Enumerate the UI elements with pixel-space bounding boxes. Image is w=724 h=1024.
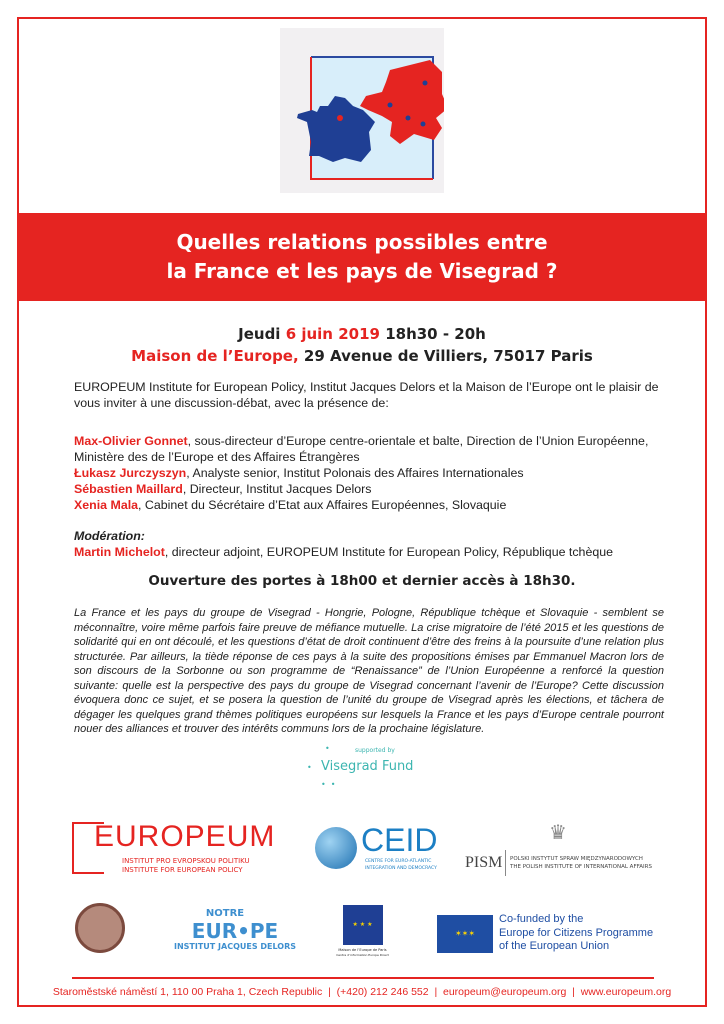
speaker-role: , Directeur, Institut Jacques Delors (182, 482, 372, 496)
moderator-role: , directeur adjoint, EUROPEUM Institute for European Policy, République tchèque (164, 545, 614, 559)
speaker (74, 465, 664, 481)
visegrad-fund-logo (305, 745, 425, 791)
polish-eagle-icon: ♛ (549, 820, 567, 844)
event-description: La France et les pays du groupe de Visegrad - Hongrie, Pologne, République tchèque et Slovaquie - semblent se méconnaître, voire même parfois faire preuve de méfiance mutuelle. La crise migratoire de l’été 2015 et les questions de solidarité qui en ont découlé, et les questions d’état de droit continuent d’être des freins à la poursuite d’une relation plus structurée. Par ailleurs, la tiède réponse de ces pays à la suite des propositions émises par Emmanuel Macron lors de son discours de la Sorbonne ou son programme de “Renaissance” de l’Union Européenne a renforcé la question suivante: quelle est la perspective des pays du groupe de Visegrad concernant l’avenir de l’Europe? Cette discussion évoquera donc ce sujet, et se posera la question de l’unité du groupe de Visegrad après les élections, et tâchera de dégager les quelques grand thèmes politiques européens sur lesquels la France et les pays d’Europe centrale pourront nouer des alliances et trouver des intérêts communs lors de la prochaine législature. (74, 607, 664, 735)
dot-icon: • (325, 743, 330, 753)
europeum-name: EUROPEUM (94, 820, 276, 853)
eu-stars-icon: ★ ★ ★ (343, 905, 383, 945)
dots-icon: • • (321, 779, 336, 789)
comenius-university-seal (75, 903, 125, 953)
title-line-2: la France et les pays de Visegrad ? (166, 259, 558, 283)
event-venue: Maison de l’Europe, (131, 347, 299, 365)
event-address: 29 Avenue de Villiers, 75017 Paris (298, 347, 593, 365)
notre-europe-bottom: INSTITUT JACQUES DELORS (173, 942, 297, 951)
speaker (74, 433, 664, 465)
eu-line-3: of the European Union (499, 940, 610, 952)
eu-cofunded-logo (437, 913, 667, 958)
maison-name: Maison de l’Europe de Paris (338, 948, 387, 952)
europeum-sub1: INSTITUT PRO EVROPSKOU POLITIKU (122, 857, 250, 865)
maison-sub: Centre d’information Europe Direct (336, 953, 389, 957)
event-location (17, 345, 707, 367)
supported-by: supported by (355, 746, 395, 754)
visegrad-fund-name: Visegrad Fund (321, 758, 414, 774)
europeum-logo (72, 822, 292, 878)
notre-europe-mid: EUR•PE (191, 919, 279, 943)
pism-sub1: POLSKI INSTYTUT SPRAW MIĘDZYNARODOWYCH (510, 856, 643, 862)
europeum-sub2: INSTITUTE FOR EUROPEAN POLICY (122, 866, 243, 874)
moderator-name: Martin Michelot (74, 545, 165, 559)
ceid-sub2: INTEGRATION AND DEMOCRACY (365, 866, 437, 871)
doors-notice: Ouverture des portes à 18h00 et dernier accès à 18h30. (148, 573, 576, 589)
footer-contact: Staroměstské náměstí 1, 110 00 Praha 1, Czech Republic | (+420) 212 246 552 | europeum@europeum.org | www.europeum.org (52, 986, 672, 998)
pism-sub2: THE POLISH INSTITUTE OF INTERNATIONAL AFFAIRS (510, 864, 652, 870)
footer-divider (72, 977, 654, 979)
intro-text: EUROPEUM Institute for European Policy, Institut Jacques Delors et la Maison de l’Europe ont le plaisir de vous inviter à une discussion-débat, avec la présence de: (74, 380, 659, 410)
moderation (74, 528, 664, 560)
event-day: Jeudi (238, 325, 286, 343)
speaker-role: , sous-directeur d’Europe centre-orientale et balte, Direction de l’Union Européenne, Ministère des de l’Europe et des Affaires Étrangères (74, 434, 649, 464)
ceid-logo (315, 822, 445, 875)
speaker-name: Max-Olivier Gonnet (74, 434, 188, 448)
maison-europe-logo (335, 905, 390, 965)
eu-line-1: Co-funded by the (499, 913, 584, 925)
event-date (17, 323, 707, 345)
notre-europe-logo (165, 908, 305, 964)
event-time: 18h30 - 20h (379, 325, 486, 343)
ceid-name: CEID (361, 822, 438, 858)
pism-logo (465, 818, 665, 878)
speaker (74, 481, 664, 497)
eu-line-2: Europe for Citizens Programme (499, 926, 654, 939)
moderation-label: Modération: (74, 529, 145, 543)
dot-icon: • (307, 762, 312, 772)
title-banner (17, 213, 707, 301)
event-date-value: 6 juin 2019 (285, 325, 380, 343)
speaker-role: , Analyste senior, Institut Polonais des Affaires Internationales (186, 466, 524, 480)
eu-flag-icon: ✶✶✶ (437, 915, 493, 953)
notre-europe-top: NOTRE (205, 908, 245, 919)
speaker-role: , Cabinet du Sécrétaire d’Etat aux Affaires Européennes, Slovaquie (138, 498, 507, 512)
speaker-list (74, 433, 664, 513)
speaker (74, 497, 664, 513)
speaker-name: Sébastien Maillard (74, 482, 183, 496)
title-line-1: Quelles relations possibles entre (176, 230, 548, 254)
main-content (17, 323, 707, 791)
ceid-sub1: CENTRE FOR EURO-ATLANTIC (365, 859, 432, 864)
pism-name: PISM (465, 854, 503, 871)
speaker-name: Xenia Mala (74, 498, 139, 512)
france-visegrad-map-image (280, 28, 444, 193)
speaker-name: Łukasz Jurczyszyn (74, 466, 187, 480)
